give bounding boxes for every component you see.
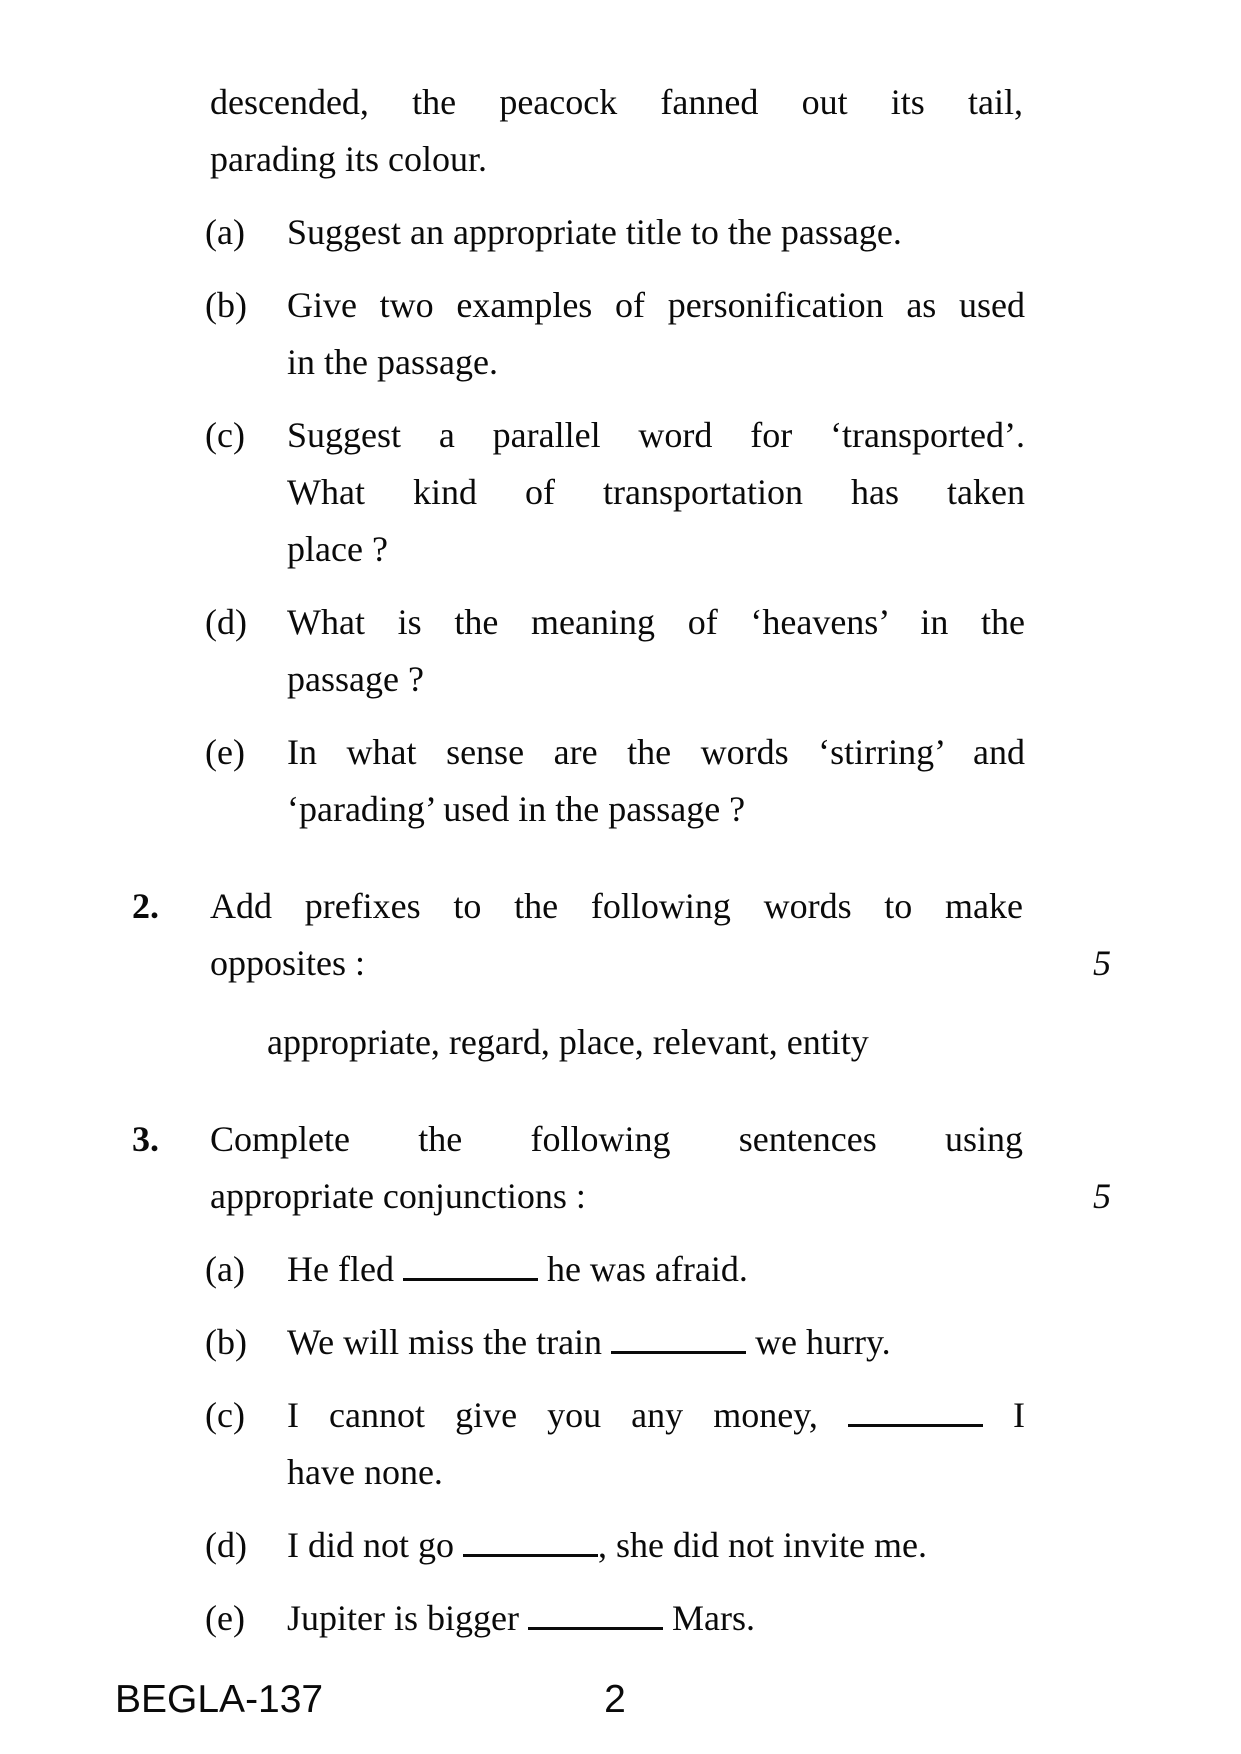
q1-item-c-line-2: What kind of transportation has taken xyxy=(287,472,1025,512)
q3-item-c-line-2: have none. xyxy=(287,1452,443,1492)
q1-item-e-body xyxy=(287,724,1025,838)
q1-item-c-line-1: Suggest a parallel word for ‘transported’. xyxy=(287,415,1025,455)
q3-item-b-body xyxy=(287,1314,1025,1371)
q3-item-d xyxy=(205,1517,1241,1574)
q3-item-e-text-after: Mars. xyxy=(662,1598,755,1638)
q3-item-c-text-after: I xyxy=(982,1395,1025,1435)
question-2-line-2 xyxy=(210,935,1111,992)
q1-item-a-body xyxy=(287,204,1025,261)
question-2-word-list: appropriate, regard, place, relevant, entity xyxy=(267,1022,869,1062)
q3-item-e xyxy=(205,1590,1241,1647)
q3-item-c-body xyxy=(287,1387,1025,1501)
q3-item-e-text-before: Jupiter is bigger xyxy=(287,1598,528,1638)
q1-item-b-line-2: in the passage. xyxy=(287,342,498,382)
question-2-body xyxy=(210,878,1111,1071)
q3-item-c xyxy=(205,1387,1241,1501)
q1-item-c-body xyxy=(287,407,1025,578)
q1-item-e xyxy=(205,724,1241,838)
question-2-line-2-text: opposites : xyxy=(210,943,366,983)
q1-item-a-label: (a) xyxy=(205,212,245,252)
q1-item-a-line-1: Suggest an appropriate title to the passage. xyxy=(287,212,902,252)
question-3-line-1: Complete the following sentences using xyxy=(210,1119,1023,1159)
q1-item-d-body xyxy=(287,594,1025,708)
q1-item-d-label: (d) xyxy=(205,602,247,642)
q3-item-d-text-before: I did not go xyxy=(287,1525,463,1565)
q3-item-c-line-1 xyxy=(287,1387,1025,1444)
page-number: 2 xyxy=(604,1678,626,1721)
answer-blank xyxy=(611,1323,746,1354)
question-2-number: 2. xyxy=(132,886,159,926)
q3-item-e-line-1 xyxy=(287,1590,1025,1647)
q1-item-c-line-3: place ? xyxy=(287,529,388,569)
passage-continuation xyxy=(210,74,1023,188)
q3-item-b-label: (b) xyxy=(205,1322,247,1362)
q3-item-a xyxy=(205,1241,1241,1298)
question-3 xyxy=(132,1111,1241,1225)
q3-item-a-line-1 xyxy=(287,1241,1025,1298)
question-3-number: 3. xyxy=(132,1119,159,1159)
answer-blank xyxy=(463,1526,598,1557)
q3-item-a-body xyxy=(287,1241,1025,1298)
q1-item-b-label: (b) xyxy=(205,285,247,325)
q3-item-d-label: (d) xyxy=(205,1525,247,1565)
q3-item-b-line-1 xyxy=(287,1314,1025,1371)
passage-line-2: parading its colour. xyxy=(210,139,487,179)
q1-item-c xyxy=(205,407,1241,578)
q1-item-d xyxy=(205,594,1241,708)
q3-item-e-body xyxy=(287,1590,1025,1647)
q3-item-a-text-before: He fled xyxy=(287,1249,403,1289)
q3-item-b-text-after: we hurry. xyxy=(746,1322,891,1362)
q1-item-b xyxy=(205,277,1241,391)
q3-item-a-label: (a) xyxy=(205,1249,245,1289)
q1-item-e-line-2: ‘parading’ used in the passage ? xyxy=(287,789,746,829)
question-3-body xyxy=(210,1111,1111,1225)
passage-line-1: descended, the peacock fanned out its tail, xyxy=(210,82,1023,122)
question-2-line-1: Add prefixes to the following words to make xyxy=(210,886,1023,926)
q3-item-d-line-1 xyxy=(287,1517,1025,1574)
q3-item-a-text-after: he was afraid. xyxy=(537,1249,748,1289)
q1-item-e-line-1: In what sense are the words ‘stirring’ and xyxy=(287,732,1025,772)
q3-item-b-text-before: We will miss the train xyxy=(287,1322,612,1362)
q1-item-d-line-1: What is the meaning of ‘heavens’ in the xyxy=(287,602,1025,642)
question-3-line-2-text: appropriate conjunctions : xyxy=(210,1176,586,1216)
q3-item-d-text-after: , she did not invite me. xyxy=(598,1525,927,1565)
q1-item-b-line-1: Give two examples of personification as used xyxy=(287,285,1025,325)
q1-item-c-label: (c) xyxy=(205,415,245,455)
q1-item-e-label: (e) xyxy=(205,732,245,772)
q3-item-c-text-before: I cannot give you any money, xyxy=(287,1395,848,1435)
q1-item-b-body xyxy=(287,277,1025,391)
paper-code: BEGLA-137 xyxy=(115,1678,324,1721)
q1-item-d-line-2: passage ? xyxy=(287,659,424,699)
q3-item-c-label: (c) xyxy=(205,1395,245,1435)
answer-blank xyxy=(528,1599,663,1630)
q1-item-a xyxy=(205,204,1241,261)
q3-item-b xyxy=(205,1314,1241,1371)
question-3-marks: 5 xyxy=(1093,1176,1111,1216)
q3-item-e-label: (e) xyxy=(205,1598,245,1638)
question-2 xyxy=(132,878,1241,1071)
question-3-line-2 xyxy=(210,1168,1111,1225)
question-2-marks: 5 xyxy=(1093,943,1111,983)
answer-blank xyxy=(848,1396,983,1427)
answer-blank xyxy=(403,1250,538,1281)
q3-item-d-body xyxy=(287,1517,1025,1574)
